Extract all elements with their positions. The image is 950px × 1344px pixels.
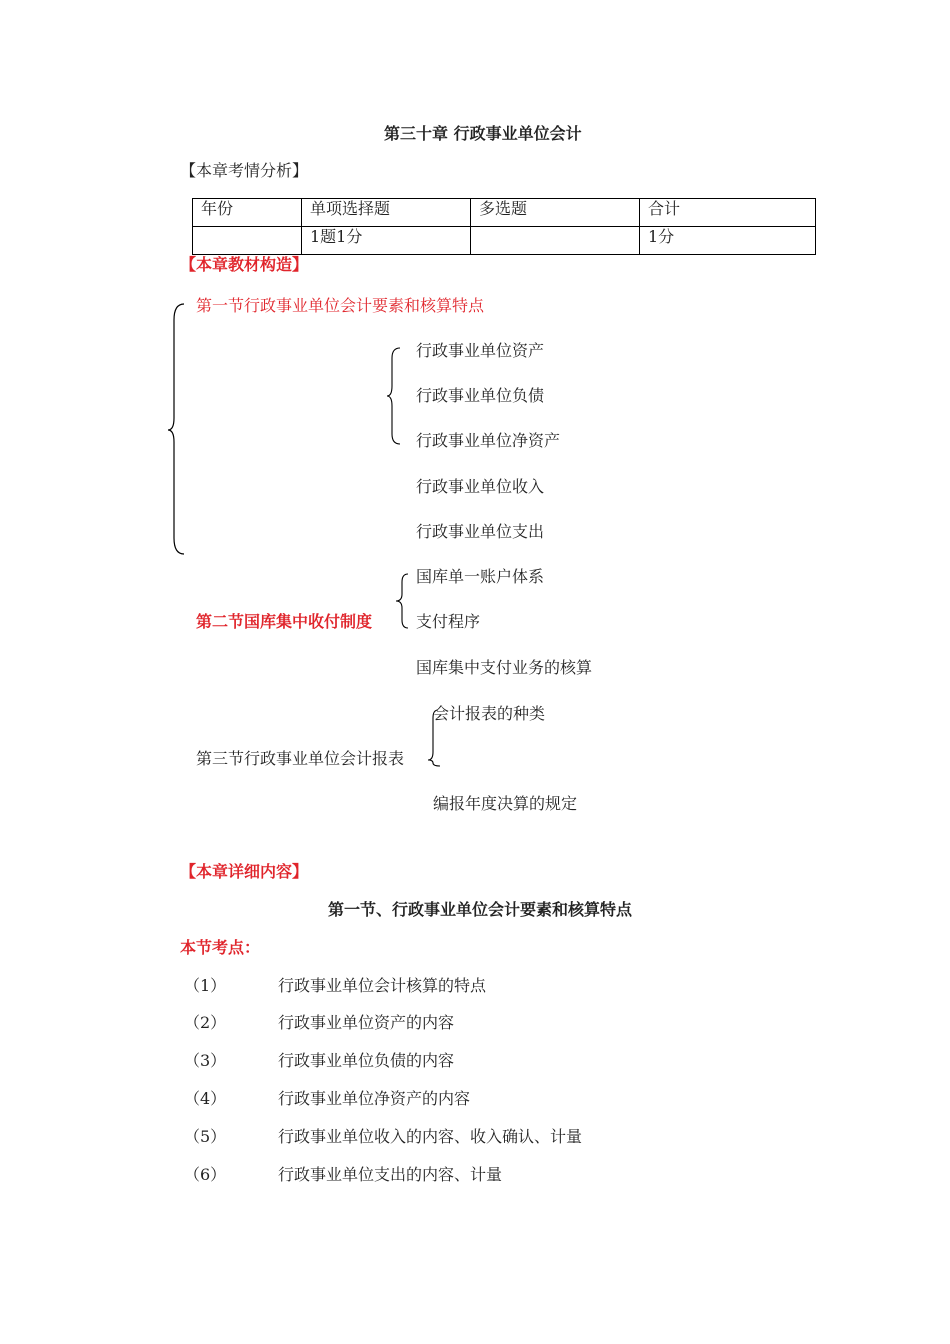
point-number: （4）: [184, 1089, 227, 1108]
exam-stats-table: [192, 198, 816, 255]
point-text: 行政事业单位资产的内容: [278, 1013, 455, 1032]
chapter-title: 第三十章 行政事业单位会计: [384, 124, 582, 143]
section1-item: 行政事业单位资产: [416, 341, 545, 360]
section2-item: 国库单一账户体系: [416, 567, 545, 586]
point-number: （2）: [184, 1013, 227, 1032]
point-text: 行政事业单位支出的内容、计量: [278, 1165, 503, 1184]
section3-item: 编报年度决算的规定: [433, 794, 578, 813]
section1-item: 行政事业单位支出: [416, 522, 545, 541]
table-cell: [471, 227, 640, 255]
point-number: （5）: [184, 1127, 227, 1146]
section3-title: 第三节行政事业单位会计报表: [196, 749, 405, 768]
table-row: [193, 227, 816, 255]
point-text: 行政事业单位会计核算的特点: [278, 976, 487, 995]
section1-item: 行政事业单位收入: [416, 477, 545, 496]
section1-item: 行政事业单位负债: [416, 386, 545, 405]
detail-heading: 【本章详细内容】: [180, 862, 309, 881]
table-cell: 1分: [640, 227, 816, 255]
point-text: 行政事业单位净资产的内容: [278, 1089, 471, 1108]
table-header-cell: 多选题: [471, 199, 640, 227]
section1-brace-icon: [386, 344, 404, 448]
table-header-cell: 单项选择题: [302, 199, 471, 227]
table-header-cell: 年份: [193, 199, 302, 227]
analysis-heading: 【本章考情分析】: [180, 161, 309, 180]
section2-item: 支付程序: [416, 612, 481, 631]
section2-item: 国库集中支付业务的核算: [416, 658, 593, 677]
table-cell: [193, 227, 302, 255]
table-header-row: [193, 199, 816, 227]
points-heading: 本节考点：: [180, 938, 261, 957]
structure-heading: 【本章教材构造】: [180, 255, 309, 274]
section2-title: 第二节国库集中收付制度: [196, 612, 373, 631]
table-header-cell: 合计: [640, 199, 816, 227]
section1-title: 第一节行政事业单位会计要素和核算特点: [196, 296, 485, 315]
table-cell: 1题1分: [302, 227, 471, 255]
point-text: 行政事业单位负债的内容: [278, 1051, 455, 1070]
point-text: 行政事业单位收入的内容、收入确认、计量: [278, 1127, 583, 1146]
point-number: （1）: [184, 976, 227, 995]
section2-brace-icon: [394, 570, 410, 632]
detail-section-title: 第一节、行政事业单位会计要素和核算特点: [328, 900, 633, 919]
large-brace-icon: [166, 300, 188, 558]
point-number: （6）: [184, 1165, 227, 1184]
section3-item: 会计报表的种类: [433, 704, 546, 723]
point-number: （3）: [184, 1051, 227, 1070]
section1-item: 行政事业单位净资产: [416, 431, 561, 450]
